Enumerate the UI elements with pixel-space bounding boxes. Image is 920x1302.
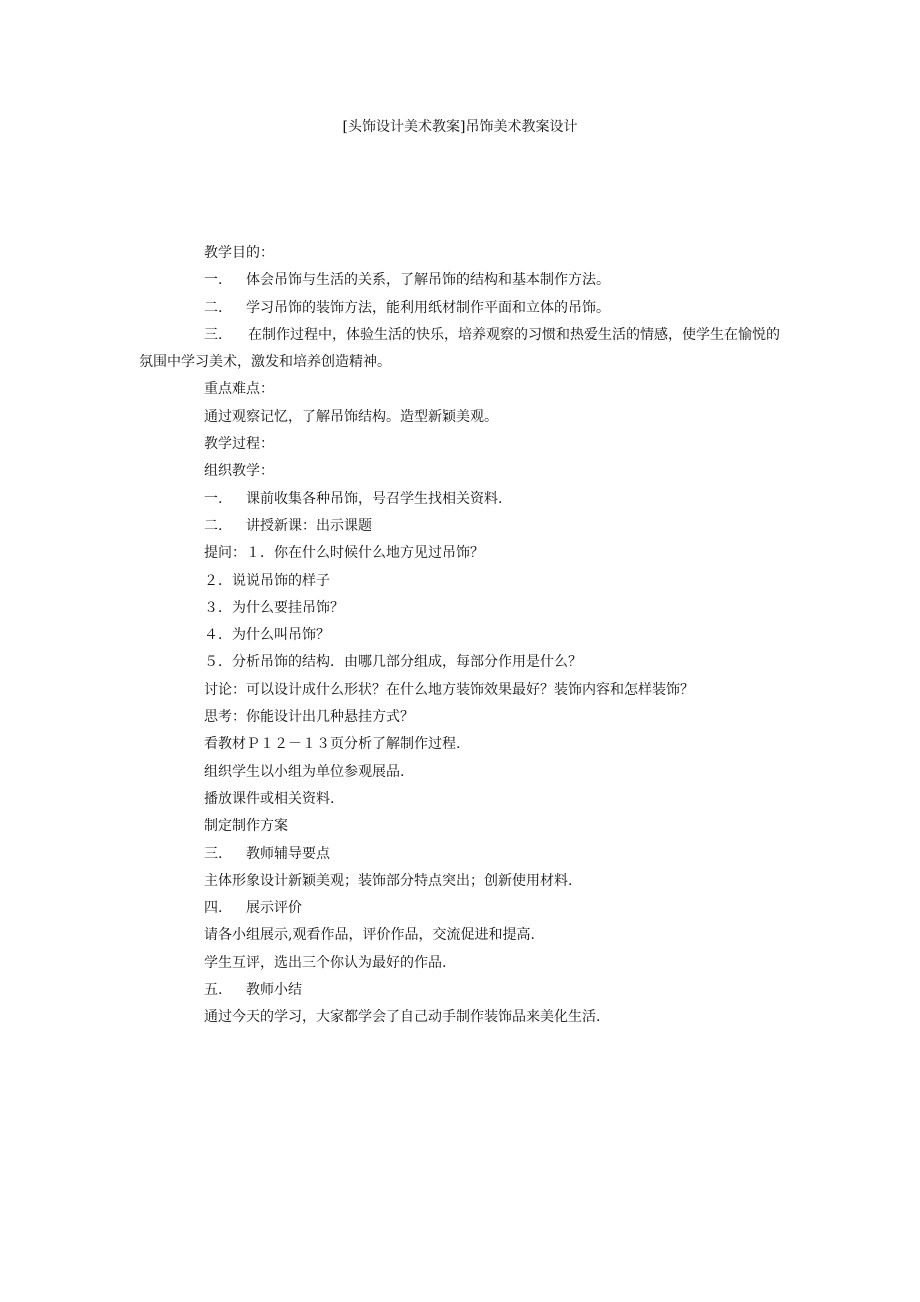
step4-detail: 学生互评，选出三个你认为最好的作品. (204, 954, 447, 971)
step-number: 三. (204, 845, 223, 862)
step4-detail: 请各小组展示,观看作品，评价作品，交流促进和提高. (204, 927, 535, 944)
step-number: 四. (204, 900, 223, 917)
organize-heading: 组织教学： (204, 463, 274, 480)
question-item: ５．分析吊饰的结构．由哪几部分组成，每部分作用是什么？ (204, 654, 582, 671)
document-title: [头饰设计美术教案]吊饰美术教案设计 (342, 119, 578, 135)
objective-item (139, 295, 789, 322)
question-item: ４．为什么叫吊饰？ (204, 627, 330, 644)
play-text: 播放课件或相关资料. (204, 790, 335, 807)
process-step (139, 895, 789, 922)
step-text: 讲授新课：出示课题 (246, 517, 372, 534)
step-number: 一. (204, 490, 223, 507)
questions-intro: 提问：１．你在什么时候什么地方见过吊饰？ (204, 545, 484, 562)
objective-number: 三. (204, 326, 223, 343)
objective-item (139, 267, 789, 294)
step-text: 教师小结 (246, 982, 302, 999)
objectives-heading: 教学目的： (204, 245, 274, 261)
objective-item (139, 322, 789, 377)
process-heading: 教学过程： (204, 436, 274, 453)
visit-text: 组织学生以小组为单位参观展品. (204, 763, 405, 780)
document-body (139, 240, 789, 1032)
step-text: 教师辅导要点 (246, 845, 330, 862)
step-text: 课前收集各种吊饰，号召学生找相关资料. (246, 490, 503, 507)
process-step (139, 486, 789, 513)
objective-number: 二. (204, 299, 223, 316)
textbook-text: 看教材Ｐ１２－１３页分析了解制作过程. (204, 736, 461, 753)
step-number: 二. (204, 517, 223, 534)
process-step (139, 841, 789, 868)
objective-text: 学习吊饰的装饰方法，能利用纸材制作平面和立体的吊饰。 (246, 299, 610, 316)
step-number: 五. (204, 982, 223, 999)
discussion-text: 讨论：可以设计成什么形状？在什么地方装饰效果最好？装饰内容和怎样装饰？ (204, 681, 694, 698)
step3-detail: 主体形象设计新颖美观；装饰部分特点突出；创新使用材料. (204, 872, 573, 889)
plan-text: 制定制作方案 (204, 818, 288, 835)
objective-text: 体会吊饰与生活的关系，了解吊饰的结构和基本制作方法。 (246, 272, 610, 289)
objective-text: 在制作过程中，体验生活的快乐，培养观察的习惯和热爱生活的情感，使学生在愉悦的氛围中学习美术，激发和培养创造精神。 (139, 326, 780, 371)
process-step (139, 513, 789, 540)
question-item: ２．说说吊饰的样子 (204, 572, 330, 589)
step5-detail: 通过今天的学习，大家都学会了自己动手制作装饰品来美化生活. (204, 1009, 601, 1026)
process-step (139, 977, 789, 1004)
objective-number: 一. (204, 272, 223, 289)
step-text: 展示评价 (246, 900, 302, 917)
key-points-text: 通过观察记忆，了解吊饰结构。造型新颖美观。 (204, 408, 498, 425)
question-item: ３．为什么要挂吊饰？ (204, 599, 344, 616)
thinking-text: 思考：你能设计出几种悬挂方式？ (204, 709, 414, 726)
key-points-heading: 重点难点： (204, 381, 274, 398)
